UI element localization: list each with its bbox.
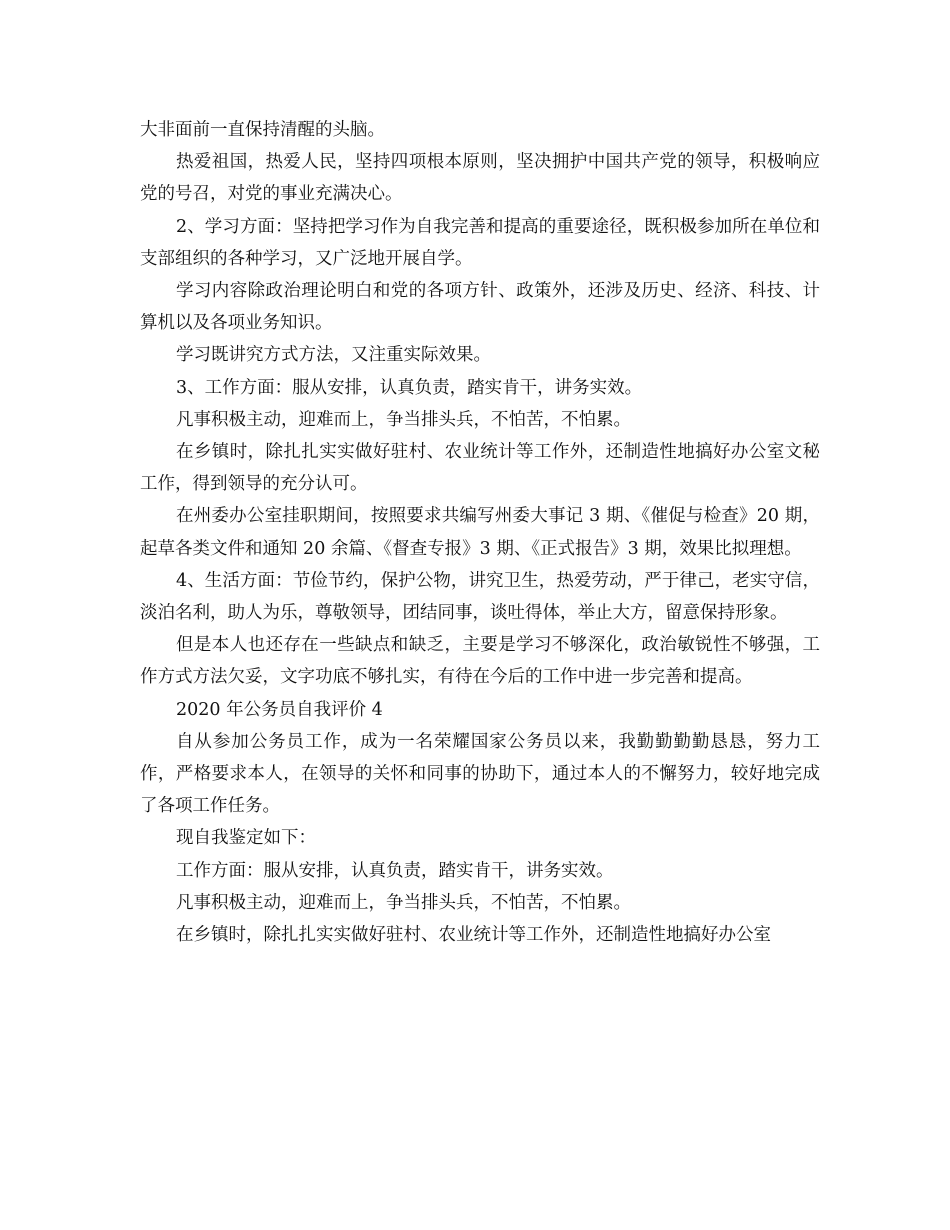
paragraph: 在乡镇时，除扎扎实实做好驻村、农业统计等工作外，还制造性地搞好办公室 <box>176 925 771 946</box>
essay-title: 2020 年公务员自我评价 4 <box>176 699 383 720</box>
paragraph: 工作方面：服从安排，认真负责，踏实肯干，讲务实效。 <box>176 860 614 881</box>
paragraph: 大非面前一直保持清醒的头脑。 <box>140 120 385 140</box>
paragraph: 热爱祖国，热爱人民，坚持四项根本原则，坚决拥护中国共产党的领导，积极响应党的号召，对党的事业充满决心。 <box>140 152 820 205</box>
document-body <box>140 114 820 951</box>
paragraph: 现自我鉴定如下： <box>176 828 316 849</box>
paragraph: 在州委办公室挂职期间，按照要求共编写州委大事记 3 期、《催促与检查》20 期，起草各类文件和通知 20 余篇、《督查专报》3 期、《正式报告》3 期，效果比拟理想。 <box>140 506 820 559</box>
paragraph: 在乡镇时，除扎扎实实做好驻村、农业统计等工作外，还制造性地搞好办公室文秘工作，得到领导的充分认可。 <box>140 442 820 495</box>
paragraph: 学习内容除政治理论明白和党的各项方针、政策外，还涉及历史、经济、科技、计算机以及各项业务知识。 <box>140 281 820 334</box>
paragraph: 但是本人也还存在一些缺点和缺乏，主要是学习不够深化，政治敏锐性不够强，工作方式方法欠妥，文字功底不够扎实，有待在今后的工作中进一步完善和提高。 <box>140 635 820 688</box>
paragraph: 自从参加公务员工作，成为一名荣耀国家公务员以来，我勤勤勤勤恳恳，努力工作，严格要求本人，在领导的关怀和同事的协助下，通过本人的不懈努力，较好地完成了各项工作任务。 <box>140 731 820 817</box>
paragraph: 2、学习方面：坚持把学习作为自我完善和提高的重要途径，既积极参加所在单位和支部组织的各种学习，又广泛地开展自学。 <box>140 216 820 269</box>
section-heading-life: 4、生活方面：节俭节约，保护公物，讲究卫生，热爱劳动，严于律己，老实守信，淡泊名利，助人为乐，尊敬领导，团结同事，谈吐得体，举止大方，留意保持形象。 <box>140 570 820 624</box>
paragraph: 凡事积极主动，迎难而上，争当排头兵，不怕苦，不怕累。 <box>176 409 631 430</box>
paragraph: 学习既讲究方式方法，又注重实际效果。 <box>176 345 491 366</box>
section-heading-work: 3、工作方面：服从安排，认真负责，踏实肯干，讲务实效。 <box>176 377 643 398</box>
paragraph: 凡事积极主动，迎难而上，争当排头兵，不怕苦，不怕累。 <box>176 892 631 913</box>
